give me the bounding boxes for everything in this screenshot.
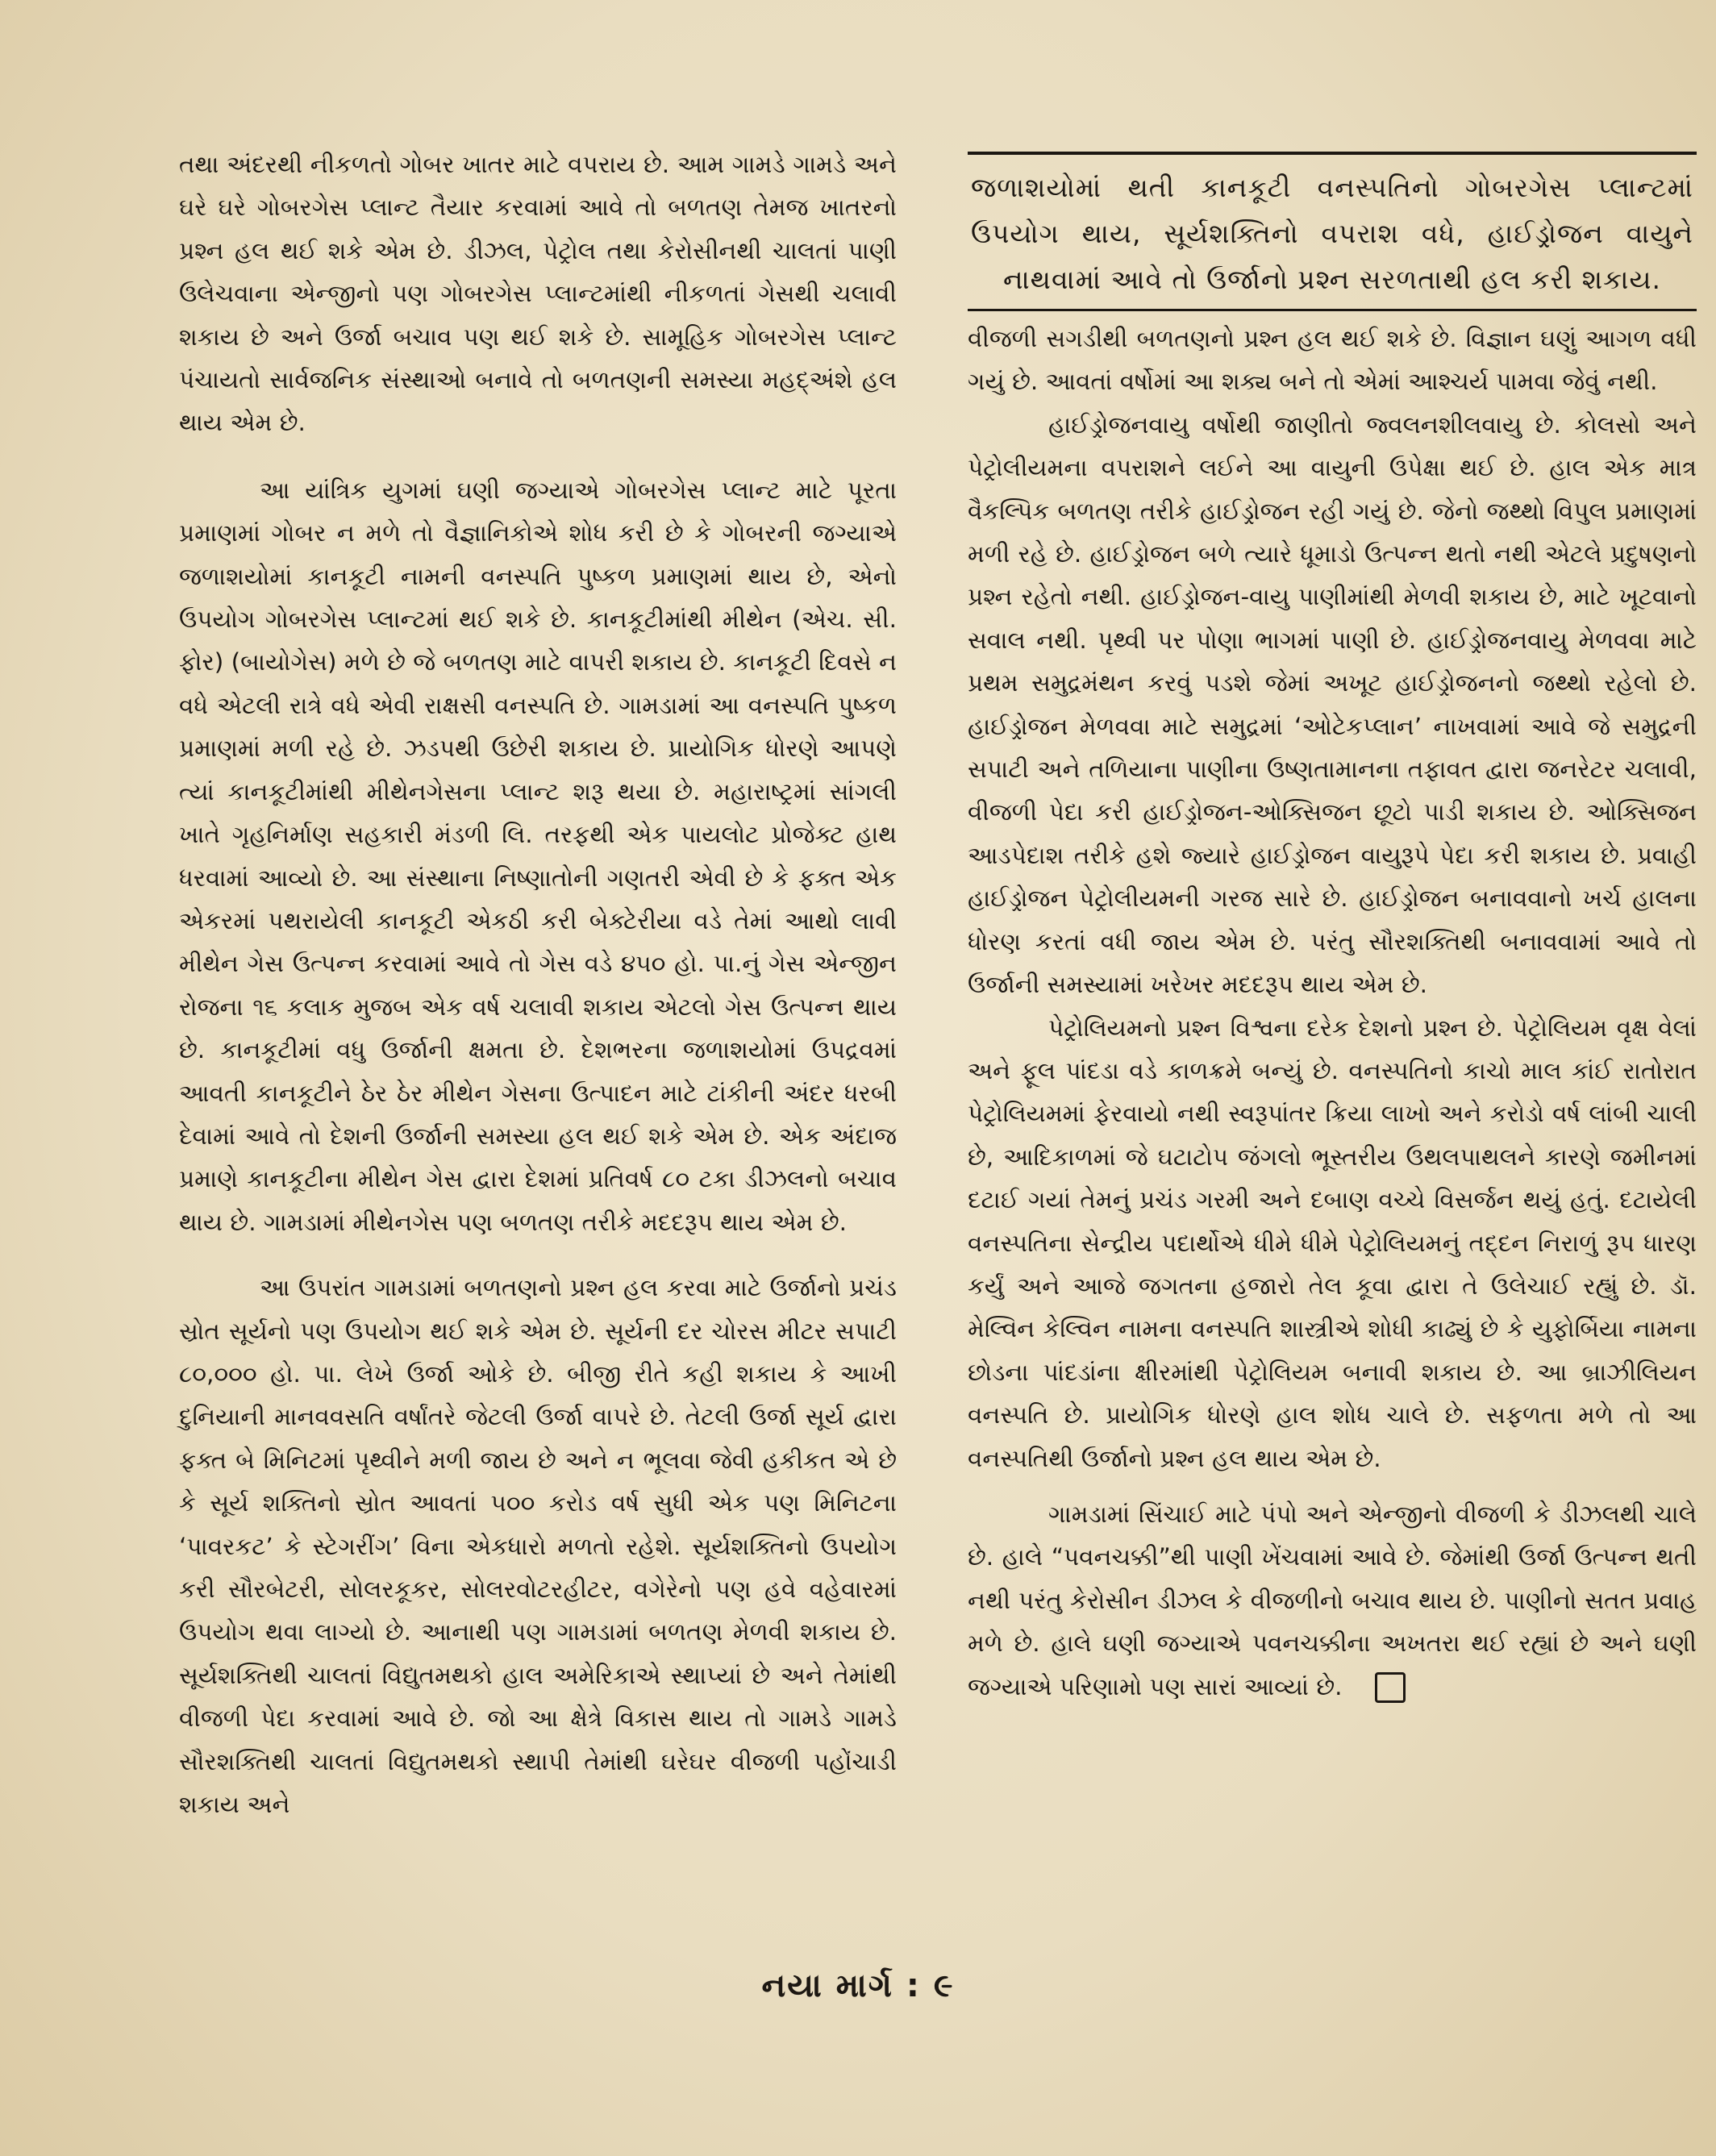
pull-quote: જળાશયોમાં થતી કાનકૂટી વનસ્પતિનો ગોબરગેસ પ્લાન્ટમાં ઉપયોગ થાય, સૂર્યશક્તિનો વપરાશ વધે, હાઈડ્રોજન વાયુને નાથવામાં આવે તો ઉર્જાનો પ્રશ્ન સરળતાથી હલ કરી શકાય. — [968, 152, 1697, 311]
left-paragraph-1: તથા અંદરથી નીકળતો ગોબર ખાતર માટે વપરાય છે. આમ ગામડે ગામડે અને ઘરે ઘરે ગોબરગેસ પ્લાન્ટ તૈયાર કરવામાં આવે તો બળતણ તેમજ ખાતરનો પ્રશ્ન હલ થઈ શકે એમ છે. ડીઝલ, પેટ્રોલ તથા કેરોસીનથી ચાલતાં પાણી ઉલેચવાના એન્જીનો પણ ગોબરગેસ પ્લાન્ટમાંથી નીકળતાં ગેસથી ચલાવી શકાય છે અને ઉર્જા બચાવ પણ થઈ શકે છે. સામૂહિક ગોબરગેસ પ્લાન્ટ પંચાયતો સાર્વજનિક સંસ્થાઓ બનાવે તો બળતણની સમસ્યા મહદ્‌અંશે હલ થાય એમ છે. — [179, 151, 897, 437]
right-paragraph-4-text: ગામડામાં સિંચાઈ માટે પંપો અને એન્જીનો વીજળી કે ડીઝલથી ચાલે છે. હાલે “પવનચક્કી”થી પાણી ખેંચવામાં આવે છે. જેમાંથી ઉર્જા ઉત્પન્ન થતી નથી પરંતુ કેરોસીન ડીઝલ કે વીજળીનો બચાવ થાય છે. પાણીનો સતત પ્રવાહ મળે છે. હાલે ઘણી જગ્યાએ પવનચક્કીના અખતરા થઈ રહ્યાં છે અને ઘણી જગ્યાએ પરિણામો પણ સારાં આવ્યાં છે. — [968, 1500, 1697, 1700]
left-paragraph-2: આ યાંત્રિક યુગમાં ઘણી જગ્યાએ ગોબરગેસ પ્લાન્ટ માટે પૂરતા પ્રમાણમાં ગોબર ન મળે તો વૈજ્ઞાનિકોએ શોધ કરી છે કે ગોબરની જગ્યાએ જળાશયોમાં કાનકૂટી નામની વનસ્પતિ પુષ્કળ પ્રમાણમાં થાય છે, એનો ઉપયોગ ગોબરગેસ પ્લાન્ટમાં થઈ શકે છે. કાનકૂટીમાંથી મીથેન (એચ. સી. ફોર) (બાયોગેસ) મળે છે જે બળતણ માટે વાપરી શકાય છે. કાનકૂટી દિવસે ન વધે એટલી રાત્રે વધે એવી રાક્ષસી વનસ્પતિ છે. ગામડામાં આ વનસ્પતિ પુષ્કળ પ્રમાણમાં મળી રહે છે. ઝડપથી ઉછેરી શકાય છે. પ્રાયોગિક ધોરણે આપણે ત્યાં કાનકૂટીમાંથી મીથેનગેસના પ્લાન્ટ શરૂ થયા છે. મહારાષ્ટ્રમાં સાંગલી ખાતે ગૃહનિર્માણ સહકારી મંડળી લિ. તરફથી એક પાયલોટ પ્રોજેક્ટ હાથ ધરવામાં આવ્યો છે. આ સંસ્થાના નિષ્ણાતોની ગણતરી એવી છે કે ફક્ત એક એકરમાં પથરાયેલી કાનકૂટી એકઠી કરી બેક્ટેરીયા વડે તેમાં આથો લાવી મીથેન ગેસ ઉત્પન્ન કરવામાં આવે તો ગેસ વડે ૪૫૦ હો. પા.નું ગેસ એન્જીન રોજના ૧૬ કલાક મુજબ એક વર્ષ ચલાવી શકાય એટલો ગેસ ઉત્પન્ન થાય છે. કાનકૂટીમાં વધુ ઉર્જાની ક્ષમતા છે. દેશભરના જળાશયોમાં ઉપદ્રવમાં આવતી કાનકૂટીને ઠેર ઠેર મીથેન ગેસના ઉત્પાદન માટે ટાંકીની અંદર ધરબી દેવામાં આવે તો દેશની ઉર્જાની સમસ્યા હલ થઈ શકે એમ છે. એક અંદાજ પ્રમાણે કાનકૂટીના મીથેન ગેસ દ્વારા દેશમાં પ્રતિવર્ષ ૮૦ ટકા ડીઝલનો બચાવ થાય છે. ગામડામાં મીથેનગેસ પણ બળતણ તરીકે મદદરૂપ થાય એમ છે. — [179, 476, 897, 1236]
right-column — [968, 152, 1697, 1709]
end-mark-icon — [1375, 1672, 1406, 1703]
left-column — [179, 144, 897, 1826]
page-footer: નયા માર્ગ : ૯ — [761, 1967, 955, 2004]
left-paragraph-3: આ ઉપરાંત ગામડામાં બળતણનો પ્રશ્ન હલ કરવા માટે ઉર્જાનો પ્રચંડ સ્રોત સૂર્યનો પણ ઉપયોગ થઈ શકે એમ છે. સૂર્યની દર ચોરસ મીટર સપાટી ૮૦,૦૦૦ હો. પા. લેખે ઉર્જા ઓકે છે. બીજી રીતે કહી શકાય કે આખી દુનિયાની માનવવસતિ વર્ષાંતરે જેટલી ઉર્જા વાપરે છે. તેટલી ઉર્જા સૂર્ય દ્વારા ફક્ત બે મિનિટમાં પૃથ્વીને મળી જાય છે અને ન ભૂલવા જેવી હકીકત એ છે કે સૂર્ય શક્તિનો સ્રોત આવતાં ૫૦૦ કરોડ વર્ષ સુધી એક પણ મિનિટના ‘પાવરકટ’ કે સ્ટેગરીંગ’ વિના એકધારો મળતો રહેશે. સૂર્યશક્તિનો ઉપયોગ કરી સૌરબેટરી, સોલરકૂકર, સોલરવોટરહીટર, વગેરેનો પણ હવે વહેવારમાં ઉપયોગ થવા લાગ્યો છે. આનાથી પણ ગામડામાં બળતણ મેળવી શકાય છે. સૂર્યશક્તિથી ચાલતાં વિદ્યુતમથકો હાલ અમેરિકાએ સ્થાપ્યાં છે અને તેમાંથી વીજળી પેદા કરવામાં આવે છે. જો આ ક્ષેત્રે વિકાસ થાય તો ગામડે ગામડે સૌરશક્તિથી ચાલતાં વિદ્યુતમથકો સ્થાપી તેમાંથી ઘરેઘર વીજળી પહોંચાડી શકાય અને — [179, 1274, 897, 1819]
right-paragraph-1: વીજળી સગડીથી બળતણનો પ્રશ્ન હલ થઈ શકે છે. વિજ્ઞાન ઘણું આગળ વધી ગયું છે. આવતાં વર્ષોમાં આ શક્ય બને તો એમાં આશ્ચર્ય પામવા જેવું નથી. — [968, 325, 1697, 396]
right-paragraph-4 — [968, 1493, 1697, 1709]
right-paragraph-2: હાઈડ્રોજનવાયુ વર્ષોથી જાણીતો જ્વલનશીલવાયુ છે. કોલસો અને પેટ્રોલીયમના વપરાશને લઈને આ વાયુની ઉપેક્ષા થઈ છે. હાલ એક માત્ર વૈકલ્પિક બળતણ તરીકે હાઈડ્રોજન રહી ગયું છે. જેનો જથ્થો વિપુલ પ્રમાણમાં મળી રહે છે. હાઈડ્રોજન બળે ત્યારે ધૂમાડો ઉત્પન્ન થતો નથી એટલે પ્રદુષણનો પ્રશ્ન રહેતો નથી. હાઈડ્રોજન-વાયુ પાણીમાંથી મેળવી શકાય છે, માટે ખૂટવાનો સવાલ નથી. પૃથ્વી પર પોણા ભાગમાં પાણી છે. હાઈડ્રોજનવાયુ મેળવવા માટે પ્રથમ સમુદ્રમંથન કરવું પડશે જેમાં અખૂટ હાઈડ્રોજનનો જથ્થો રહેલો છે. હાઈડ્રોજન મેળવવા માટે સમુદ્રમાં ‘ઓટેકપ્લાન’ નાખવામાં આવે જે સમુદ્રની સપાટી અને તળિયાના પાણીના ઉષ્ણતામાનના તફાવત દ્વારા જનરેટર ચલાવી, વીજળી પેદા કરી હાઈડ્રોજન-ઓક્સિજન છૂટો પાડી શકાય છે. ઓક્સિજન આડપેદાશ તરીકે હશે જ્યારે હાઈડ્રોજન વાયુરૂપે પેદા કરી શકાય છે. પ્રવાહી હાઈડ્રોજન પેટ્રોલીયમની ગરજ સારે છે. હાઈડ્રોજન બનાવવાનો ખર્ચ હાલના ધોરણ કરતાં વધી જાય એમ છે. પરંતુ સૌરશક્તિથી બનાવવામાં આવે તો ઉર્જાની સમસ્યામાં ખરેખર મદદરૂપ થાય એમ છે. — [968, 410, 1697, 999]
right-paragraph-3: પેટ્રોલિયમનો પ્રશ્ન વિશ્વના દરેક દેશનો પ્રશ્ન છે. પેટ્રોલિયમ વૃક્ષ વેલાં અને ફૂલ પાંદડા વડે કાળક્રમે બન્યું છે. વનસ્પતિનો કાચો માલ કાંઈ રાતોરાત પેટ્રોલિયમમાં ફેરવાયો નથી સ્વરૂપાંતર ક્રિયા લાખો અને કરોડો વર્ષ લાંબી ચાલી છે, આદિકાળમાં જે ઘટાટોપ જંગલો ભૂસ્તરીય ઉથલપાથલને કારણે જમીનમાં દટાઈ ગયાં તેમનું પ્રચંડ ગરમી અને દબાણ વચ્ચે વિસર્જન થયું હતું. દટાયેલી વનસ્પતિના સેન્દ્રીય પદાર્થોએ ધીમે ધીમે પેટ્રોલિયમનું તદ્દન નિરાળું રૂપ ધારણ કર્યું અને આજે જગતના હજારો તેલ કૂવા દ્વારા તે ઉલેચાઈ રહ્યું છે. ડૉ. મેલ્વિન કેલ્વિન નામના વનસ્પતિ શાસ્ત્રીએ શોધી કાઢ્યું છે કે યુફોર્બિયા નામના છોડના પાંદડાંના ક્ષીરમાંથી પેટ્રોલિયમ બનાવી શકાય છે. આ બ્રાઝીલિયન વનસ્પતિ છે. પ્રાયોગિક ધોરણે હાલ શોધ ચાલે છે. સફળતા મળે તો આ વનસ્પતિથી ઉર્જાનો પ્રશ્ન હલ થાય એમ છે. — [968, 1013, 1697, 1472]
